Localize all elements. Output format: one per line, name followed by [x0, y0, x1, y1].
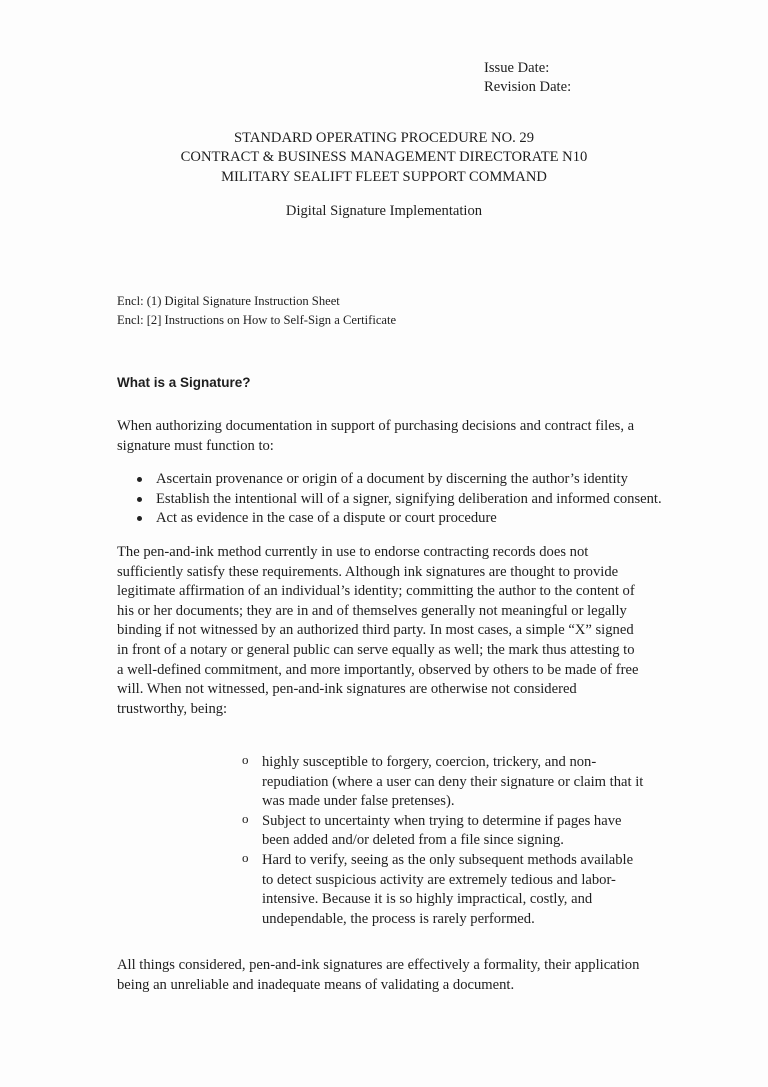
bullet-item: Ascertain provenance or origin of a document by discerning the author’s identity: [156, 471, 628, 487]
sub-bullet-icon: o: [242, 752, 249, 767]
sub-bullet-line: Subject to uncertainty when trying to determine if pages have: [262, 812, 622, 829]
paragraph-line: in front of a notary or general public can serve equally as well; the mark thus attesting to: [117, 642, 635, 658]
paragraph-line: a well-defined commitment, and more importantly, observed by others to be made of free: [117, 661, 639, 678]
paragraph-line: his or her documents; they are in and of themselves generally not meaningful or legally: [117, 602, 627, 619]
document-subject: Digital Signature Implementation: [285, 203, 483, 219]
section-heading: What is a Signature?: [117, 375, 251, 390]
sub-bullet-icon: o: [242, 850, 249, 865]
issue-date-label: Issue Date:: [484, 60, 550, 76]
sub-bullet-line: to detect suspicious activity are extremely tedious and labor-: [262, 871, 616, 888]
sub-bullet-line: highly susceptible to forgery, coercion, trickery, and non-: [262, 754, 597, 770]
bullet-icon: [137, 516, 142, 521]
paragraph-line: The pen-and-ink method currently in use to endorse contracting records does not: [117, 544, 589, 560]
paragraph-line: will. When not witnessed, pen-and-ink signatures are otherwise not considered: [117, 681, 577, 698]
bullet-icon: [137, 477, 142, 482]
sub-bullet-line: intensive. Because it is so highly impractical, costly, and: [262, 891, 593, 908]
paragraph-line: legitimate affirmation of an individual’s identity; committing the author to the content of: [117, 583, 635, 600]
revision-date-label: Revision Date:: [484, 79, 572, 95]
enclosure-line: Encl: [2] Instructions on How to Self-Sign a Certificate: [117, 313, 397, 327]
intro-line: When authorizing documentation in support of purchasing decisions and contract files, a: [117, 418, 635, 434]
paragraph-line: trustworthy, being:: [117, 700, 228, 717]
enclosure-line: Encl: (1) Digital Signature Instruction Sheet: [117, 294, 340, 308]
sub-bullet-line: been added and/or deleted from a file since signing.: [262, 832, 564, 849]
sub-bullet-icon: o: [242, 810, 249, 826]
document-title-line: MILITARY SEALIFT FLEET SUPPORT COMMAND: [221, 169, 547, 185]
paragraph-line: sufficiently satisfy these requirements. Although ink signatures are thought to provide: [117, 563, 619, 580]
bullet-icon: [137, 497, 142, 502]
intro-line: signature must function to:: [117, 438, 274, 454]
bullet-item: Establish the intentional will of a signer, signifying deliberation and informed consent.: [156, 491, 662, 507]
bullet-item: Act as evidence in the case of a dispute or court procedure: [156, 510, 497, 526]
document-title-line: STANDARD OPERATING PROCEDURE NO. 29: [233, 130, 535, 146]
sub-bullet-line: repudiation (where a user can deny their signature or claim that it: [262, 773, 644, 790]
conclusion-line: being an unreliable and inadequate means of validating a document.: [117, 977, 515, 993]
sub-bullet-line: undependable, the process is rarely performed.: [262, 910, 535, 927]
conclusion-line: All things considered, pen-and-ink signatures are effectively a formality, their application: [117, 957, 640, 973]
sub-bullet-line: was made under false pretenses).: [262, 793, 455, 810]
paragraph-line: binding if not witnessed by an authorized third party. In most cases, a simple “X” signed: [117, 622, 634, 639]
document-title-line: CONTRACT & BUSINESS MANAGEMENT DIRECTORATE N10: [180, 149, 588, 165]
sub-bullet-line: Hard to verify, seeing as the only subsequent methods available: [262, 852, 634, 868]
